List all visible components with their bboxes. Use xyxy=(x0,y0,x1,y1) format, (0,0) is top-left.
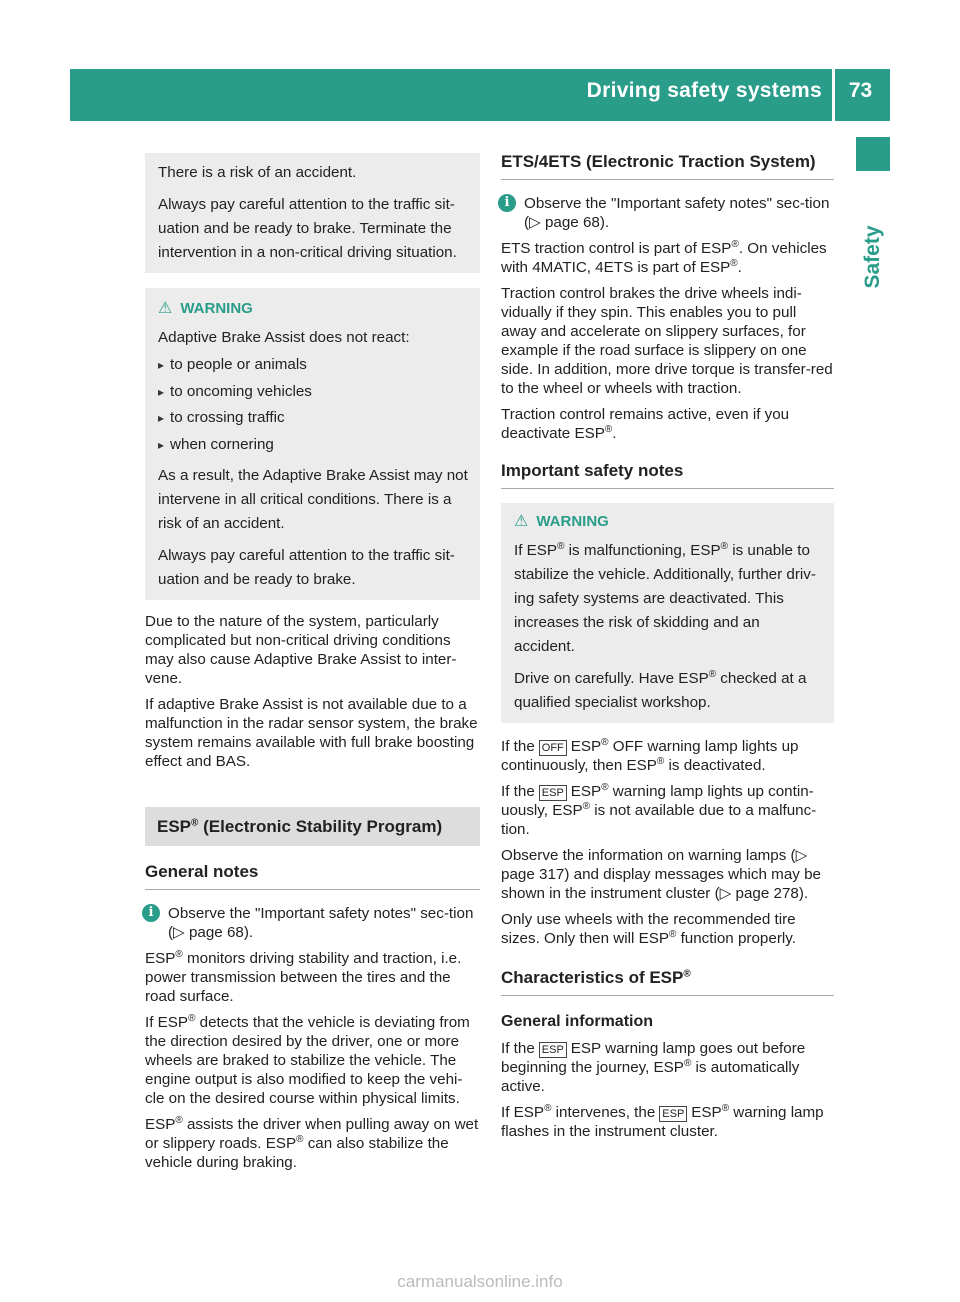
warning-para-2: Drive on carefully. Have ESP® checked at a qualified specialist workshop. xyxy=(514,668,807,711)
right-column xyxy=(501,152,834,1148)
side-tab xyxy=(856,202,890,312)
side-tab-label: Safety xyxy=(861,225,884,289)
general-info-paragraph-2: If ESP® intervenes, the ESP ESP® warning lamp flashes in the instrument cluster. xyxy=(501,1102,824,1140)
lamp-paragraph-2: If the ESP ESP® warning lamp lights up contin-uously, ESP® is not available due to a malfunc-tion. xyxy=(501,781,817,838)
list-item: ▸ to people or animals xyxy=(158,352,468,379)
observe-paragraph: Observe the information on warning lamps (▷ page 317) and display messages which may be shown in the instrument cluster (▷ page 278). xyxy=(501,847,821,902)
warning-intro: Adaptive Brake Assist does not react: xyxy=(158,329,410,346)
section-title-ets: ETS/4ETS (Electronic Traction System) xyxy=(501,152,834,180)
warning-bullets xyxy=(158,352,468,458)
esp-lamp-icon: ESP xyxy=(659,1106,687,1122)
esp-paragraph-1: ESP® monitors driving stability and traction, i.e. power transmission between the tires and the road surface. xyxy=(145,948,462,1005)
header-divider xyxy=(832,69,835,121)
lamp-paragraph-1: If the OFF ESP® OFF warning lamp lights up continuously, then ESP® is deactivated. xyxy=(501,736,799,774)
ets-paragraph-1: ETS traction control is part of ESP®. On vehicles with 4MATIC, 4ETS is part of ESP®. xyxy=(501,238,827,276)
esp-banner: ESP® (Electronic Stability Program) xyxy=(145,807,480,846)
body-paragraph: Due to the nature of the system, particularly complicated but non-critical driving conditions may also cause Adaptive Brake Assist to inter-vene. xyxy=(145,613,457,687)
warning-para-1: If ESP® is malfunctioning, ESP® is unable to stabilize the vehicle. Additionally, further driv-ing safety systems are deactivated. This increases the risk of skidding and an accident. xyxy=(514,540,816,655)
info-text: Observe the "Important safety notes" sec-tion (▷ page 68). xyxy=(524,195,830,231)
info-note xyxy=(501,194,834,232)
risk-box xyxy=(145,153,480,273)
warning-para-1: As a result, the Adaptive Brake Assist may not intervene in all critical conditions. There is a risk of an accident. xyxy=(158,467,468,532)
esp-off-lamp-icon: OFF xyxy=(539,740,567,756)
list-item: ▸ to crossing traffic xyxy=(158,405,468,432)
subsection-title-general-info: General information xyxy=(501,1013,654,1030)
risk-line-1: There is a risk of an accident. xyxy=(158,164,357,181)
wheels-paragraph: Only use wheels with the recommended tire sizes. Only then will ESP® function properly. xyxy=(501,911,796,947)
section-title-general-notes: General notes xyxy=(145,862,480,890)
warning-para-2: Always pay careful attention to the traffic sit-uation and be ready to brake. xyxy=(158,547,455,588)
ets-paragraph-3: Traction control remains active, even if you deactivate ESP®. xyxy=(501,406,790,442)
esp-lamp-icon: ESP xyxy=(539,1042,567,1058)
info-note xyxy=(145,904,480,942)
warning-title: ⚠ WARNING xyxy=(514,511,822,533)
risk-line-2: Always pay careful attention to the traffic sit-uation and be ready to brake. Terminate the intervention in a non-critical driving situation. xyxy=(158,196,457,261)
warning-triangle-icon: ⚠ xyxy=(514,513,529,530)
warning-box xyxy=(145,288,480,600)
ets-paragraph-2: Traction control brakes the drive wheels indi-vidually if they spin. This enables you to pull away and accelerate on slippery surfaces, for example if the road surface is slippery on one side. In addition, more drive torque is transfer-red to the wheel or wheels with traction. xyxy=(501,285,833,397)
header-title: Driving safety systems xyxy=(586,79,822,102)
general-info-paragraph-1: If the ESP ESP warning lamp goes out before beginning the journey, ESP® is automatically active. xyxy=(501,1040,806,1095)
right-body xyxy=(501,737,834,948)
left-body xyxy=(145,612,480,771)
side-tab-marker xyxy=(856,137,890,171)
esp-lamp-icon: ESP xyxy=(539,785,567,801)
section-title-characteristics: Characteristics of ESP® xyxy=(501,968,834,996)
watermark: carmanualsonline.info xyxy=(397,1272,563,1291)
warning-title: ⚠ WARNING xyxy=(158,298,468,320)
info-text: Observe the "Important safety notes" sec-tion (▷ page 68). xyxy=(168,905,474,941)
body-paragraph: If adaptive Brake Assist is not available due to a malfunction in the radar sensor system, the brake system remains available with full brake boosting effect and BAS. xyxy=(145,696,478,770)
page-number: 73 xyxy=(848,79,873,102)
esp-paragraph-3: ESP® assists the driver when pulling away on wet or slippery roads. ESP® can also stabilize the vehicle during braking. xyxy=(145,1114,479,1171)
warning-box xyxy=(501,503,834,723)
esp-paragraph-2: If ESP® detects that the vehicle is deviating from the direction desired by the driver, one or more wheels are braked to stabilize the vehicle. The engine output is also modified to keep the vehi-cle on the desired course within physical limits. xyxy=(145,1012,470,1107)
info-icon: i xyxy=(142,904,160,922)
section-title-important-safety: Important safety notes xyxy=(501,461,834,489)
list-item: ▸ to oncoming vehicles xyxy=(158,379,468,406)
warning-triangle-icon: ⚠ xyxy=(158,300,173,317)
list-item: ▸ when cornering xyxy=(158,432,468,459)
left-column xyxy=(145,153,480,1179)
info-icon: i xyxy=(498,194,516,212)
